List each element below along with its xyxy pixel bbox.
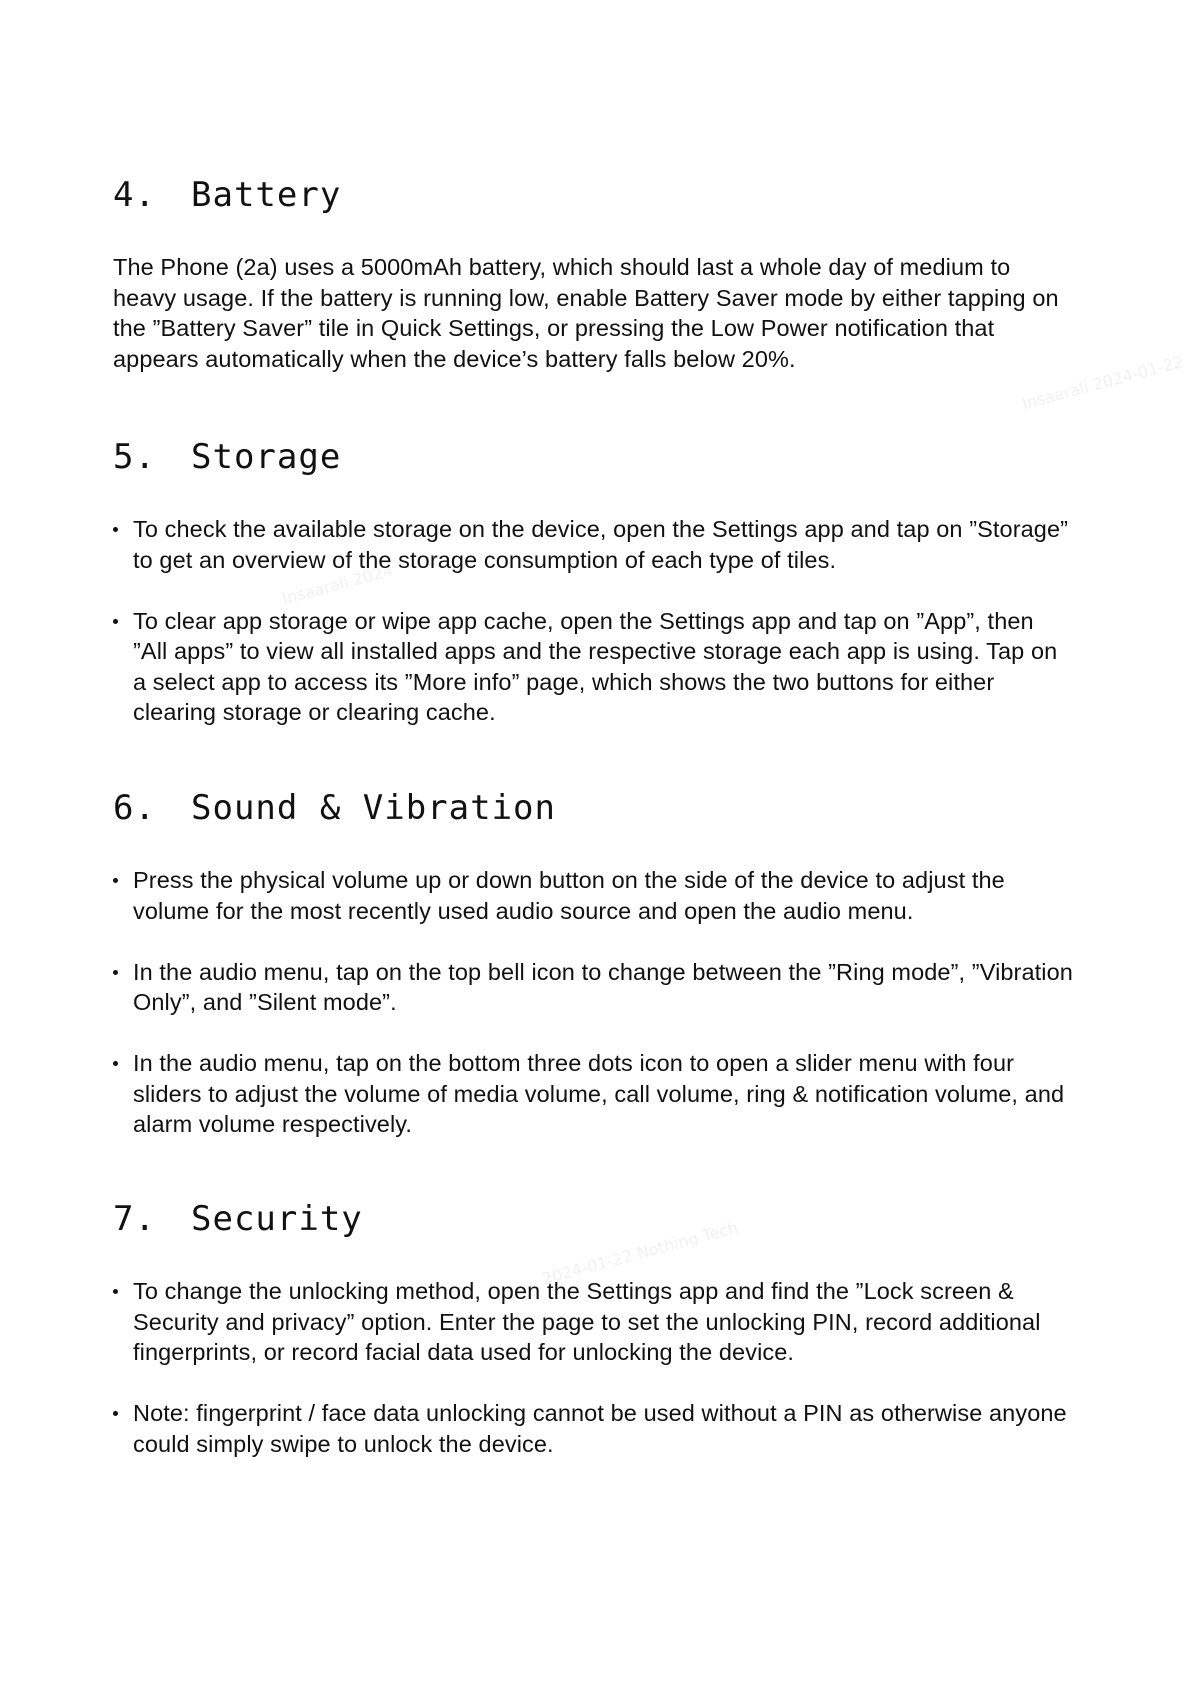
bullet-dot — [113, 527, 118, 532]
list-item-text: To clear app storage or wipe app cache, open the Settings app and tap on ”App”, then ”All apps” to view all installed apps and the respective storage each app is using. Tap on a select app to access its ”More info” page, which shows the two buttons for either clearing storage or clearing cache. — [133, 607, 1058, 725]
watermark: 2024-01-22 Nothing Tech — [540, 1217, 740, 1289]
bullet-dot — [113, 619, 118, 624]
list-item-text: In the audio menu, tap on the top bell icon to change between the ”Ring mode”, ”Vibration Only”, and ”Silent mode”. — [133, 958, 1073, 1015]
section-security — [113, 1197, 1073, 1459]
section-paragraph: The Phone (2a) uses a 5000mAh battery, which should last a whole day of medium to heavy usage. If the battery is running low, enable Battery Saver mode by either tapping on the ”Battery Saver” tile in Quick Settings, or pressing the Low Power notification that appears automatically when the device’s battery falls below 20%. — [113, 254, 1059, 372]
watermark: Insaarali 2024 — [280, 560, 395, 609]
section-storage — [113, 435, 1073, 728]
list-item — [113, 514, 1073, 575]
watermark: Insaarali 2024-01-22 — [1020, 351, 1186, 414]
section-heading — [113, 786, 1073, 830]
list-item — [113, 1398, 1073, 1459]
list-item-text: Note: fingerprint / face data unlocking cannot be used without a PIN as otherwise anyone could simply swipe to unlock the device. — [133, 1400, 1067, 1457]
section-title: Battery — [191, 175, 342, 215]
list-item-text: In the audio menu, tap on the bottom three dots icon to open a slider menu with four sliders to adjust the volume of media volume, call volume, ring & notification volume, and alarm volume respectively. — [133, 1050, 1065, 1137]
section-sound-vibration — [113, 786, 1073, 1140]
section-heading — [113, 435, 1073, 479]
bullet-list — [113, 865, 1073, 1140]
section-heading — [113, 1197, 1073, 1241]
section-title: Security — [191, 1199, 363, 1239]
bullet-dot — [113, 970, 118, 975]
bullet-dot — [113, 1061, 118, 1066]
list-item-text: To change the unlocking method, open the Settings app and find the ”Lock screen & Security and privacy” option. Enter the page to set the unlocking PIN, record additional fingerprints, or record facial data used for unlocking the device. — [133, 1278, 1041, 1365]
section-title: Storage — [191, 437, 342, 477]
list-item — [113, 1048, 1073, 1140]
section-heading — [113, 173, 1073, 217]
section-title: Sound & Vibration — [191, 788, 556, 828]
bullet-list — [113, 514, 1073, 728]
list-item — [113, 606, 1073, 728]
bullet-dot — [113, 878, 118, 883]
list-item — [113, 957, 1073, 1018]
section-number: 7. — [113, 1199, 156, 1239]
bullet-list — [113, 1276, 1073, 1459]
list-item — [113, 1276, 1073, 1368]
list-item — [113, 865, 1073, 926]
bullet-dot — [113, 1289, 118, 1294]
list-item-text: To check the available storage on the device, open the Settings app and tap on ”Storage” to get an overview of the storage consumption of each type of tiles. — [133, 516, 1069, 573]
section-number: 5. — [113, 437, 156, 477]
section-battery — [113, 173, 1073, 374]
bullet-dot — [113, 1411, 118, 1416]
section-number: 6. — [113, 788, 156, 828]
section-number: 4. — [113, 175, 156, 215]
list-item-text: Press the physical volume up or down button on the side of the device to adjust the volume for the most recently used audio source and open the audio menu. — [133, 867, 1005, 924]
